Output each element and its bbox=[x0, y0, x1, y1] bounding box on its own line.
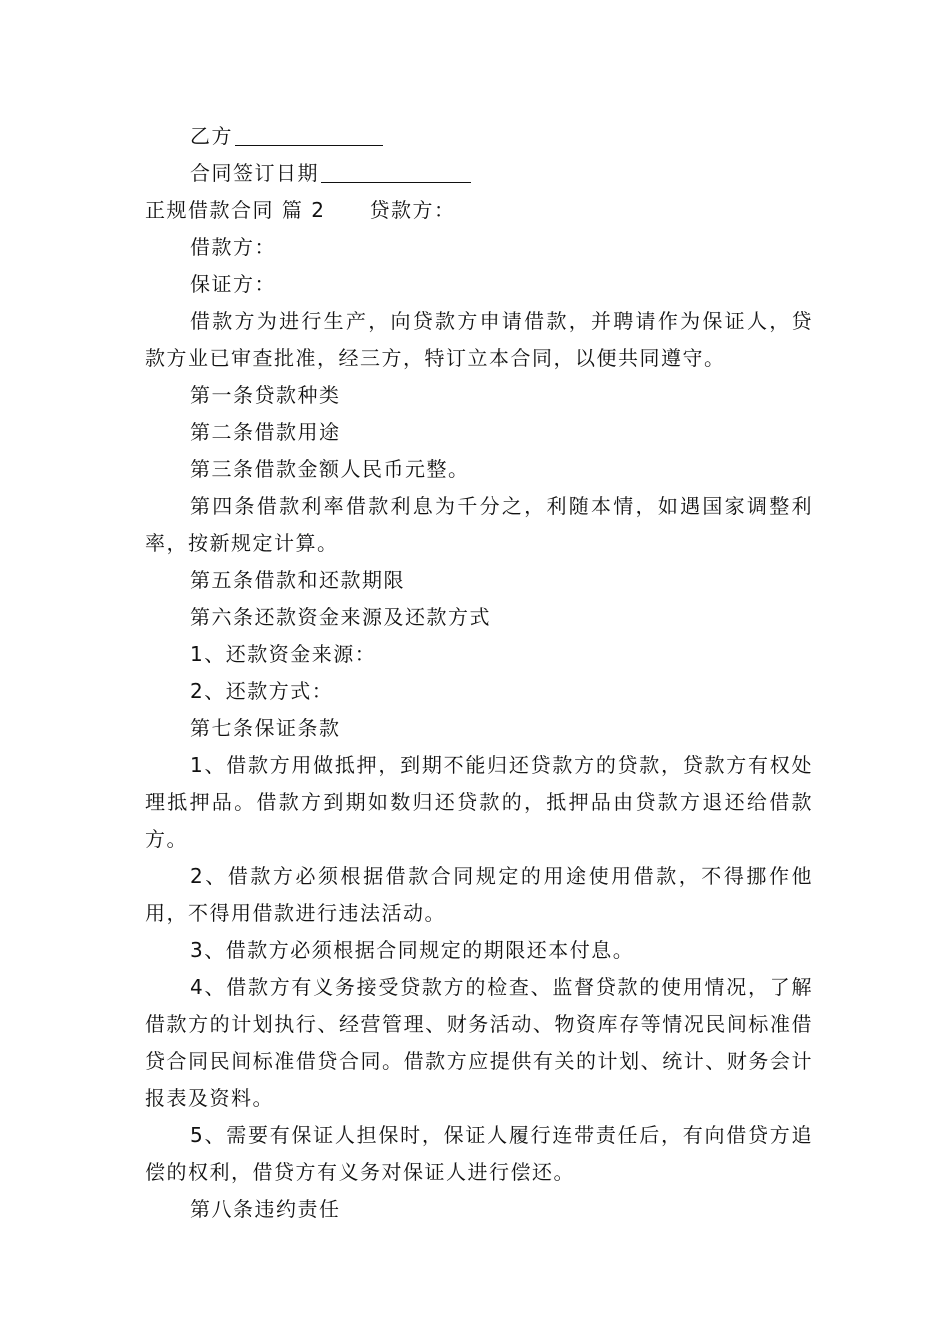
paragraph-intro: 借款方为进行生产，向贷款方申请借款，并聘请作为保证人，贷款方业已审查批准，经三方，特订立本合同，以便共同遵守。 bbox=[145, 309, 813, 370]
guarantor-label: 保证方： bbox=[190, 272, 276, 296]
sign-date-label: 合同签订日期 bbox=[190, 161, 319, 185]
sign-date-blank bbox=[321, 162, 471, 183]
sign-date-line bbox=[145, 155, 813, 192]
clause-7-item-3: 3、借款方必须根据合同规定的期限还本付息。 bbox=[190, 938, 635, 962]
document-body bbox=[145, 118, 813, 1228]
clause-5-title: 第五条借款和还款期限 bbox=[190, 568, 405, 592]
clause-7-item-5: 5、需要有保证人担保时，保证人履行连带责任后，有向借贷方追偿的权利，借贷方有义务对保证人进行偿还。 bbox=[145, 1123, 813, 1184]
clause-8-title: 第八条违约责任 bbox=[190, 1197, 341, 1221]
party-b-blank bbox=[235, 125, 383, 146]
clause-7-item-2: 2、借款方必须根据借款合同规定的用途使用借款，不得挪作他用，不得用借款进行违法活动。 bbox=[145, 864, 813, 925]
clause-3-text: 第三条借款金额人民币元整。 bbox=[190, 457, 470, 481]
section-heading-line bbox=[145, 192, 813, 229]
party-b-line bbox=[145, 118, 813, 155]
section-title: 正规借款合同 篇 2 bbox=[145, 198, 326, 222]
clause-7-item-1: 1、借款方用做抵押，到期不能归还贷款方的贷款，贷款方有权处理抵押品。借款方到期如数归还贷款的，抵押品由贷款方退还给借款方。 bbox=[145, 753, 813, 851]
borrower-label: 借款方： bbox=[190, 235, 276, 259]
clause-6-item-2: 2、还款方式： bbox=[190, 679, 334, 703]
clause-6-title: 第六条还款资金来源及还款方式 bbox=[190, 605, 491, 629]
party-b-label: 乙方 bbox=[190, 124, 233, 148]
clause-6-item-1: 1、还款资金来源： bbox=[190, 642, 377, 666]
lender-label: 贷款方： bbox=[369, 198, 456, 222]
clause-1-title: 第一条贷款种类 bbox=[190, 383, 341, 407]
clause-2-title: 第二条借款用途 bbox=[190, 420, 341, 444]
clause-7-title: 第七条保证条款 bbox=[190, 716, 341, 740]
clause-7-item-4: 4、借款方有义务接受贷款方的检查、监督贷款的使用情况，了解借款方的计划执行、经营管理、财务活动、物资库存等情况民间标准借贷合同民间标准借贷合同。借款方应提供有关的计划、统计、财务会计报表及资料。 bbox=[145, 975, 813, 1110]
clause-4-text: 第四条借款利率借款利息为千分之，利随本情，如遇国家调整利率，按新规定计算。 bbox=[145, 494, 813, 555]
